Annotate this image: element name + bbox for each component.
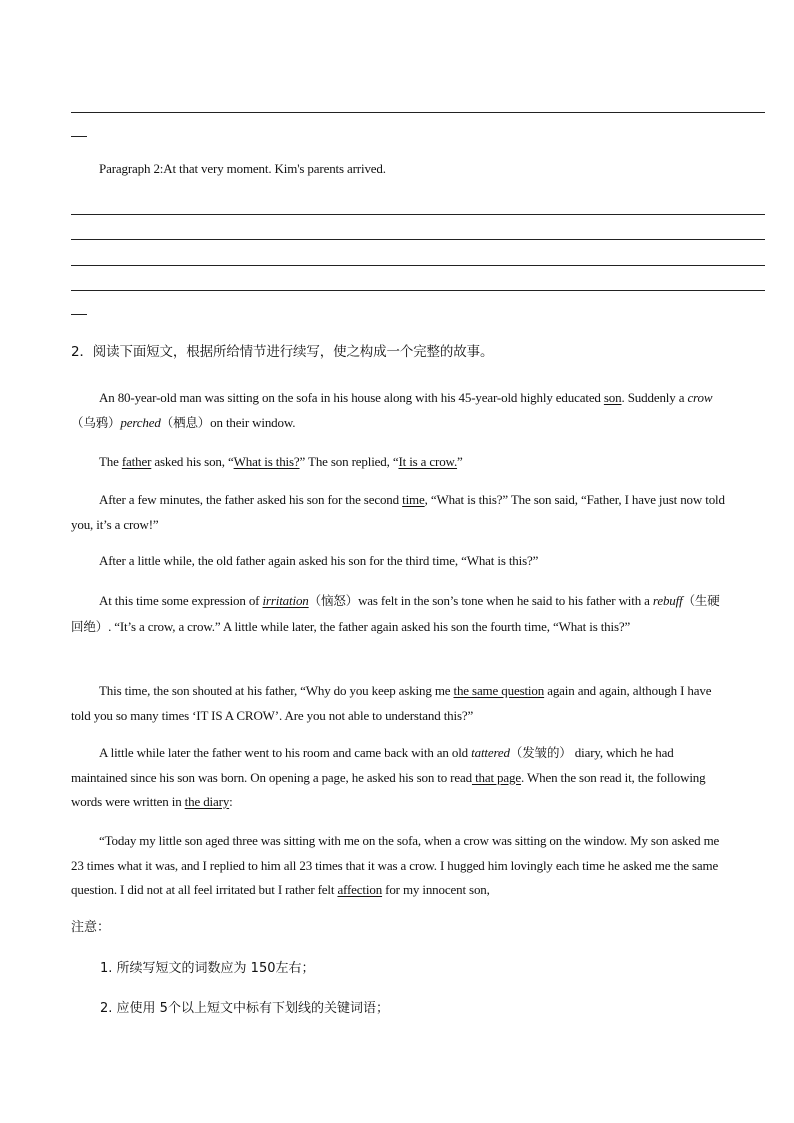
passage-paragraph-2: The father asked his son, “What is this?” The son replied, “It is a crow.” [99,454,463,469]
passage-paragraph-8: “Today my little son aged three was sitting with me on the sofa, when a crow was sitting on the window. My son asked me 23 times what it was, and I replied to him all 23 times that it was a crow. I hugged him lovingly each time he asked me the same question. I did not at all feel irritated but I rather felt affection for my innocent son, [71,833,720,897]
question-number: 2． [71,344,93,360]
passage-paragraph-7: A little while later the father went to his room and came back with an old tattered（发皱的） diary, which he had maintained since his son was born. On opening a page, he asked his son to read that page. When the son read it, the following words were written in the diary: [71,745,706,809]
note-item: 1. 所续写短文的词数应为 150左右； [100,961,315,976]
note-item: 2. 应使用 5个以上短文中标有下划线的关键词语； [100,1001,389,1016]
writing-line [71,214,765,215]
writing-line [71,265,765,266]
paragraph2-prompt: Paragraph 2:At that very moment. Kim's parents arrived. [99,161,386,176]
passage-paragraph-3: After a few minutes, the father asked his son for the second time, “What is this?” The son said, “Father, I have just now told you, it’s a crow!” [71,492,725,532]
notes-title: 注意： [71,920,111,935]
writing-line [71,239,765,240]
question-2-instruction: 2．阅读下面短文，根据所给情节进行续写，使之构成一个完整的故事。 [71,344,494,360]
writing-line [71,112,765,113]
writing-line-end-dash [71,314,87,315]
passage-paragraph-4: After a little while, the old father again asked his son for the third time, “What is this?” [99,553,539,568]
passage-paragraph-6: This time, the son shouted at his father, “Why do you keep asking me the same question again and again, although I have told you so many times ‘IT IS A CROW’. Are you not able to understand this?” [71,683,712,723]
passage-paragraph-5: At this time some expression of irritation（恼怒）was felt in the son’s tone when he said to his father with a rebuff（生硬回绝）. “It’s a crow, a crow.” A little while later, the father again asked his son the fourth time, “What is this?” [71,593,720,634]
writing-line-end-dash [71,136,87,137]
passage-paragraph-1: An 80-year-old man was sitting on the sofa in his house along with his 45-year-old highly educated son. Suddenly a crow（乌鸦）perched（栖息）on their window. [71,390,713,430]
writing-line [71,290,765,291]
